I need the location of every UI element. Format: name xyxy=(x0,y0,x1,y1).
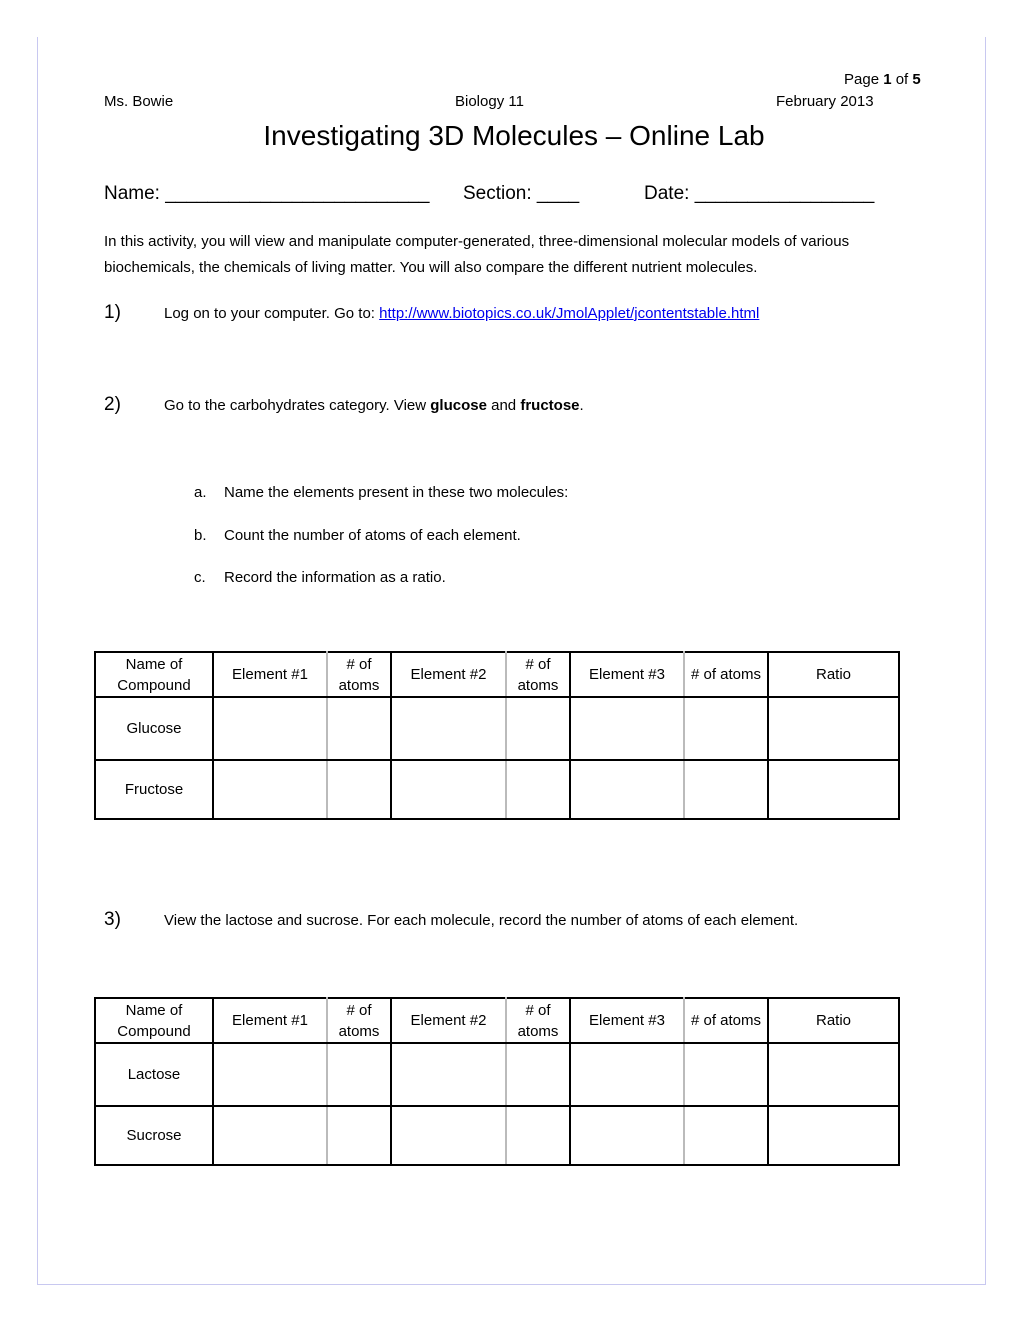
header-cell: Element #1 xyxy=(213,652,327,697)
answer-cell[interactable] xyxy=(327,697,391,760)
answer-cell[interactable] xyxy=(768,697,899,760)
carbohydrates-table-2 xyxy=(94,997,900,1166)
date-field: Date: _________________ xyxy=(644,183,875,204)
table-header-row xyxy=(95,652,899,697)
name-field: Name: _________________________ xyxy=(104,183,430,204)
header-cell: # of atoms xyxy=(327,998,391,1043)
answer-cell[interactable] xyxy=(213,1043,327,1106)
teacher-name: Ms. Bowie xyxy=(104,93,174,110)
table-row xyxy=(95,697,899,760)
header-cell: Ratio xyxy=(768,998,899,1043)
header-cell: # of atoms xyxy=(506,652,570,697)
compound-name: Lactose xyxy=(95,1043,213,1106)
q2b-text: Count the number of atoms of each element. xyxy=(224,527,521,544)
answer-cell[interactable] xyxy=(213,760,327,819)
q2-text: Go to the carbohydrates category. View glucose and fructose. xyxy=(164,397,584,414)
answer-cell[interactable] xyxy=(684,697,768,760)
q3-number: 3) xyxy=(104,909,121,930)
q2c-label: c. xyxy=(194,569,206,586)
answer-cell[interactable] xyxy=(506,1043,570,1106)
header-cell: # of atoms xyxy=(506,998,570,1043)
answer-cell[interactable] xyxy=(768,1043,899,1106)
q1-text: Log on to your computer. Go to: http://www.biotopics.co.uk/JmolApplet/jcontentstable.html xyxy=(164,305,760,322)
q2c-text: Record the information as a ratio. xyxy=(224,569,446,586)
answer-cell[interactable] xyxy=(327,760,391,819)
header-cell: Element #3 xyxy=(570,652,684,697)
q2-number: 2) xyxy=(104,394,121,415)
table-header-row xyxy=(95,998,899,1043)
q2a-label: a. xyxy=(194,484,207,501)
answer-cell[interactable] xyxy=(391,697,506,760)
answer-cell[interactable] xyxy=(506,760,570,819)
answer-cell[interactable] xyxy=(506,1106,570,1165)
carbohydrates-table-1 xyxy=(94,651,900,820)
compound-name: Sucrose xyxy=(95,1106,213,1165)
header-cell: # of atoms xyxy=(684,998,768,1043)
header-cell: Element #1 xyxy=(213,998,327,1043)
answer-cell[interactable] xyxy=(570,1106,684,1165)
table-row xyxy=(95,760,899,819)
answer-cell[interactable] xyxy=(327,1106,391,1165)
table-row xyxy=(95,1106,899,1165)
answer-cell[interactable] xyxy=(684,1106,768,1165)
page-number: Page 1 of 5 xyxy=(844,71,921,88)
answer-cell[interactable] xyxy=(391,760,506,819)
answer-cell[interactable] xyxy=(768,1106,899,1165)
answer-cell[interactable] xyxy=(213,697,327,760)
answer-cell[interactable] xyxy=(327,1043,391,1106)
course-name: Biology 11 xyxy=(455,93,524,110)
header-cell: Name of Compound xyxy=(95,998,213,1043)
section-field: Section: ____ xyxy=(463,183,580,204)
header-cell: Ratio xyxy=(768,652,899,697)
header-cell: # of atoms xyxy=(327,652,391,697)
header-date: February 2013 xyxy=(776,93,874,110)
table-row xyxy=(95,1043,899,1106)
header-cell: Name of Compound xyxy=(95,652,213,697)
answer-cell[interactable] xyxy=(570,1043,684,1106)
compound-name: Fructose xyxy=(95,760,213,819)
header-cell: Element #2 xyxy=(391,652,506,697)
answer-cell[interactable] xyxy=(768,760,899,819)
answer-cell[interactable] xyxy=(570,697,684,760)
answer-cell[interactable] xyxy=(213,1106,327,1165)
answer-cell[interactable] xyxy=(570,760,684,819)
intro-paragraph: In this activity, you will view and manipulate computer-generated, three-dimensional molecular models of various biochemicals, the chemicals of living matter. You will also compare the different nutrient molecules. xyxy=(104,233,850,276)
answer-cell[interactable] xyxy=(506,697,570,760)
answer-cell[interactable] xyxy=(391,1106,506,1165)
q3-text: View the lactose and sucrose. For each molecule, record the number of atoms of each element. xyxy=(164,912,799,929)
answer-cell[interactable] xyxy=(391,1043,506,1106)
answer-cell[interactable] xyxy=(684,760,768,819)
header-cell: Element #3 xyxy=(570,998,684,1043)
biotopics-link[interactable]: http://www.biotopics.co.uk/JmolApplet/jcontentstable.html xyxy=(379,305,760,322)
q2a-text: Name the elements present in these two molecules: xyxy=(224,484,569,501)
q1-number: 1) xyxy=(104,302,121,323)
compound-name: Glucose xyxy=(95,697,213,760)
q2b-label: b. xyxy=(194,527,207,544)
header-cell: Element #2 xyxy=(391,998,506,1043)
header-cell: # of atoms xyxy=(684,652,768,697)
page-title: Investigating 3D Molecules – Online Lab xyxy=(263,120,765,151)
answer-cell[interactable] xyxy=(684,1043,768,1106)
